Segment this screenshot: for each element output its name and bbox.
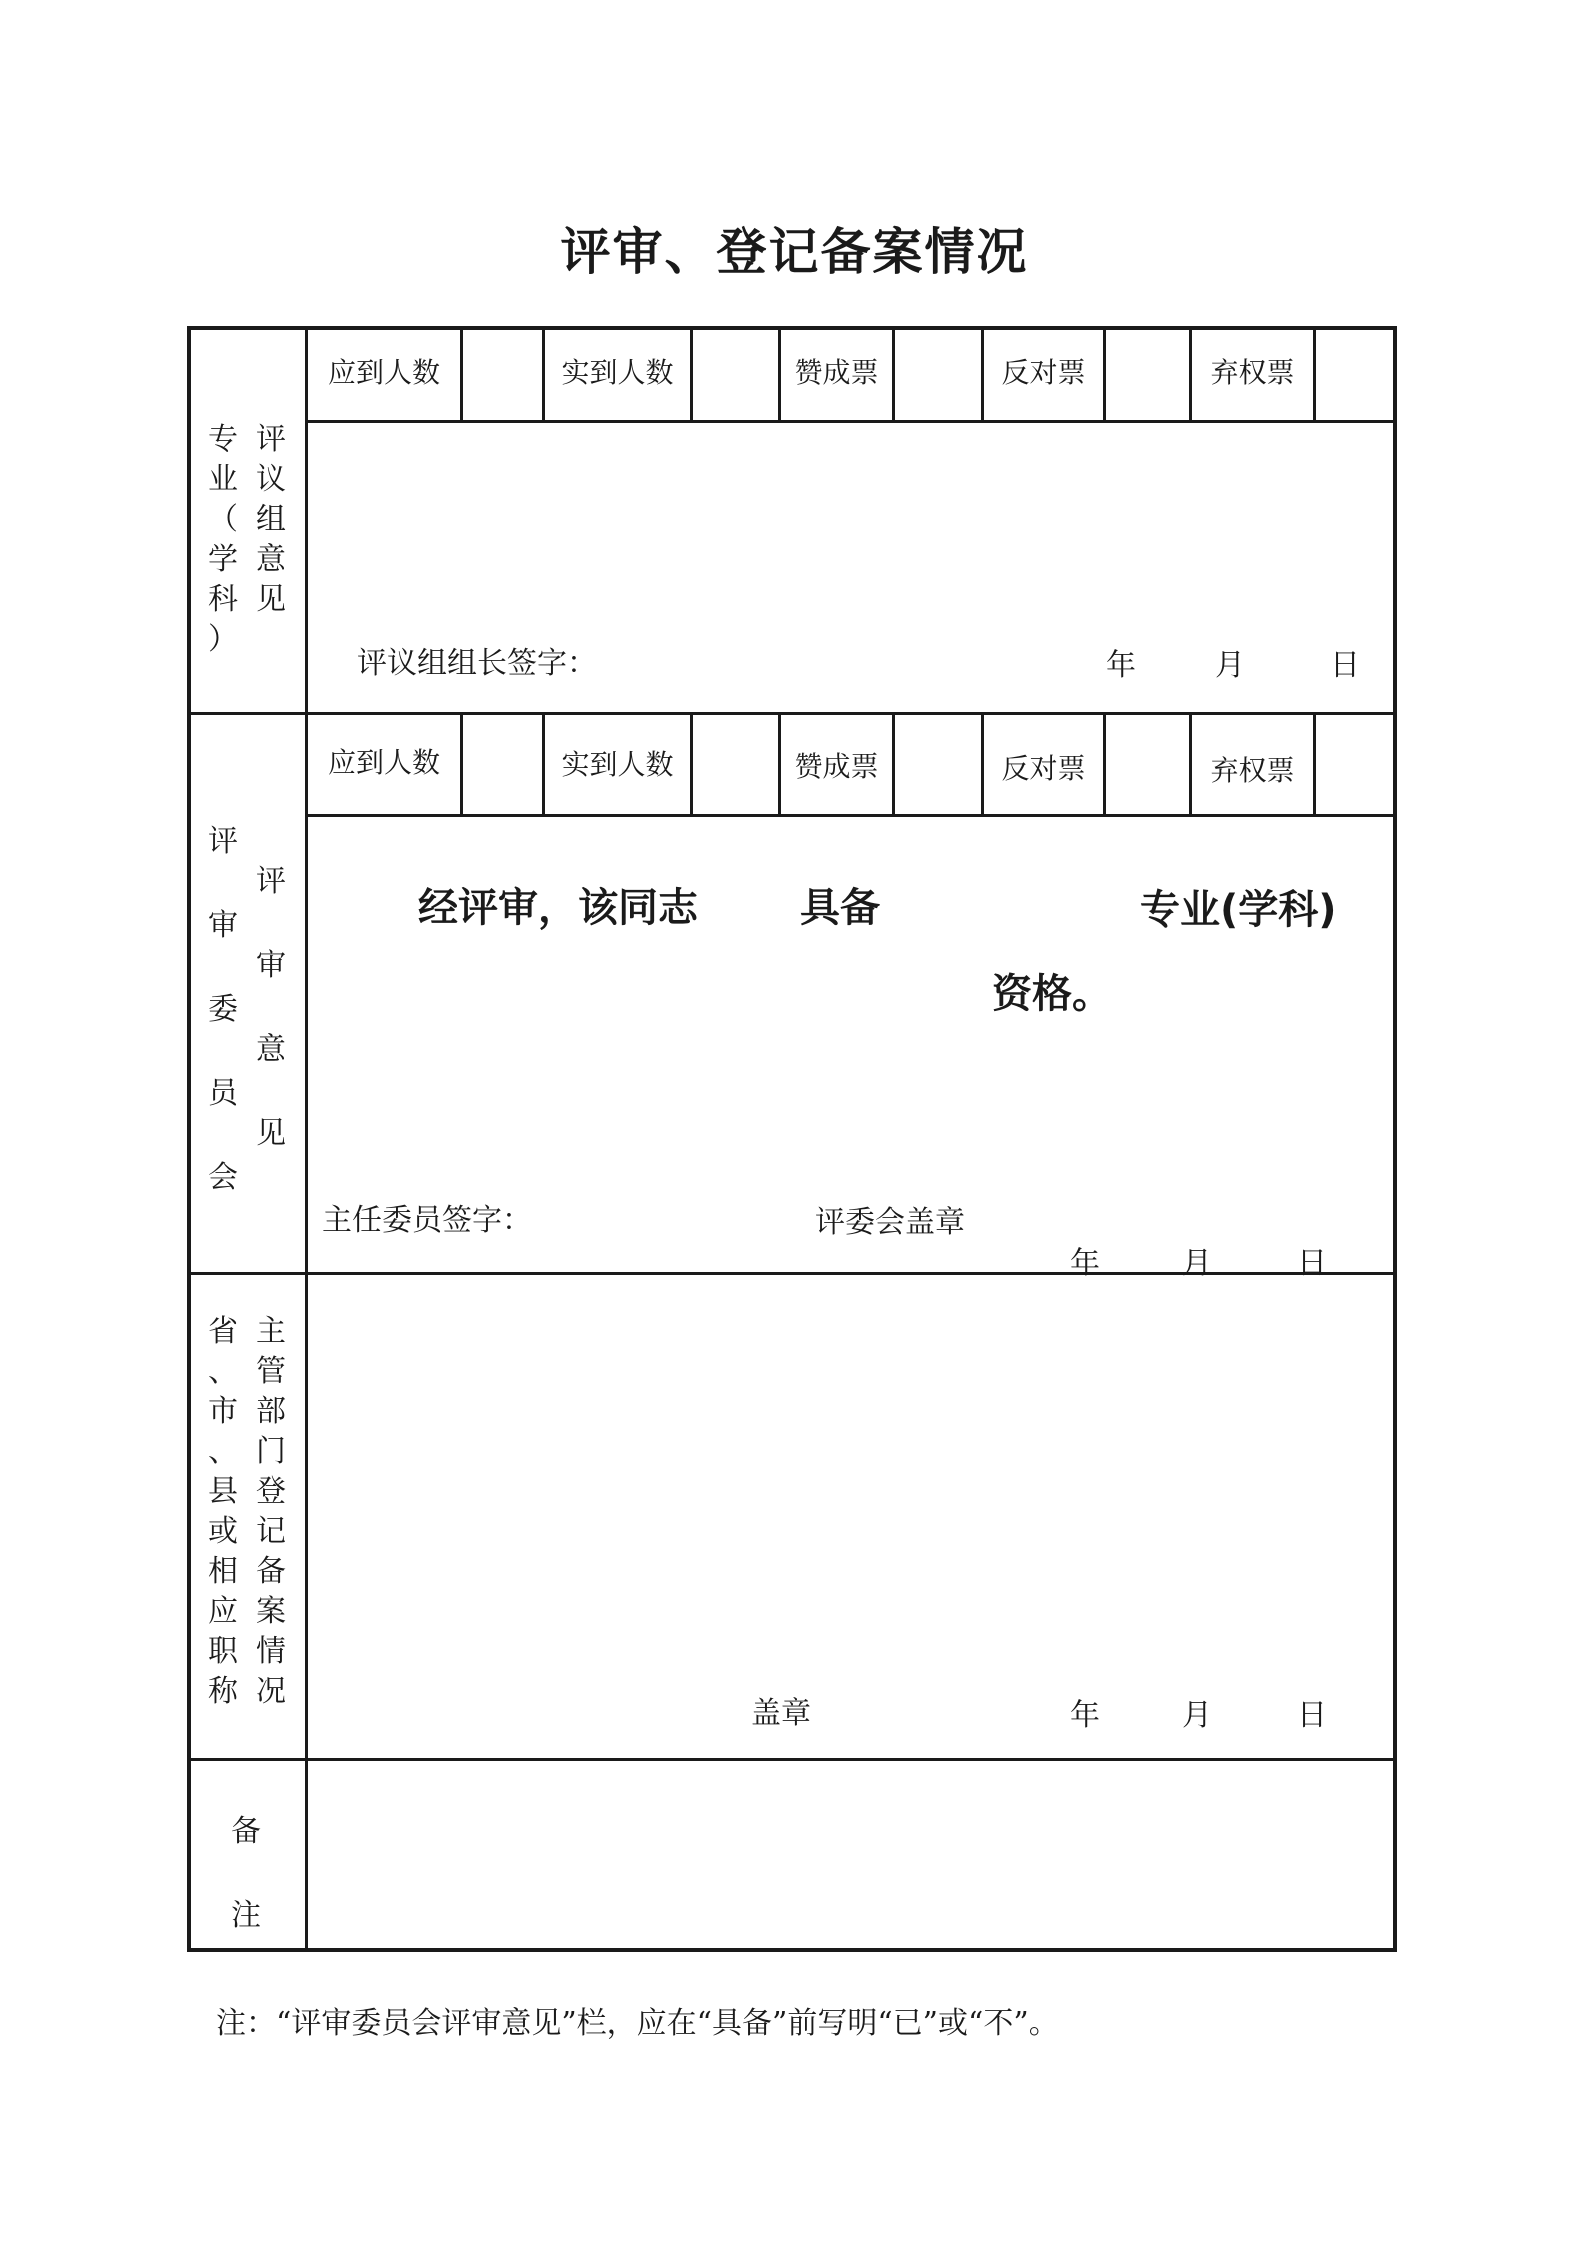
date-month: 月 bbox=[1182, 1246, 1212, 1281]
specialty-input[interactable] bbox=[882, 880, 1132, 928]
date-day: 日 bbox=[1330, 648, 1360, 683]
statement-text-1: 经评审，该同志 bbox=[418, 885, 698, 931]
input-expected-count[interactable] bbox=[463, 715, 542, 814]
statement-text-2: 具备 bbox=[800, 885, 880, 931]
header-oppose-votes: 反对票 bbox=[1001, 752, 1086, 785]
seal-label: 盖章 bbox=[751, 1696, 811, 1731]
input-present-count[interactable] bbox=[693, 329, 778, 420]
registration-record-area[interactable] bbox=[308, 1275, 1397, 1758]
header-abstain-votes: 弃权票 bbox=[1210, 754, 1295, 787]
section3-label-outer: 省 、 市 、 县 或 相 应 职 称 bbox=[208, 1314, 238, 1709]
header-abstain-votes: 弃权票 bbox=[1210, 356, 1295, 389]
section1-label-outer: 专 业 （ 学 科 ） bbox=[208, 422, 238, 657]
date-year: 年 bbox=[1106, 648, 1136, 683]
header-oppose-votes: 反对票 bbox=[1001, 356, 1086, 389]
page-title: 评审、登记备案情况 bbox=[560, 223, 1029, 281]
date-month: 月 bbox=[1182, 1698, 1212, 1733]
remarks-label: 备 注 bbox=[231, 1814, 261, 1933]
date-month: 月 bbox=[1215, 648, 1245, 683]
date-year: 年 bbox=[1070, 1698, 1100, 1733]
group-leader-signature-label: 评议组组长签字： bbox=[357, 646, 597, 681]
input-expected-count[interactable] bbox=[463, 329, 542, 420]
footnote: 注：“评审委员会评审意见”栏，应在“具备”前写明“已”或“不”。 bbox=[216, 2006, 1059, 2041]
input-approve-votes[interactable] bbox=[895, 329, 981, 420]
date-day: 日 bbox=[1297, 1246, 1327, 1281]
vote-row-bottom-2 bbox=[305, 814, 1397, 817]
statement-text-4: 资格。 bbox=[992, 971, 1112, 1017]
input-oppose-votes[interactable] bbox=[1106, 715, 1189, 814]
section3-label-inner: 主 管 部 门 登 记 备 案 情 况 bbox=[256, 1314, 286, 1709]
header-expected-count: 应到人数 bbox=[327, 746, 440, 779]
chair-signature-label: 主任委员签字： bbox=[322, 1203, 532, 1238]
input-abstain-votes[interactable] bbox=[1316, 715, 1397, 814]
committee-seal-label: 评委会盖章 bbox=[815, 1205, 965, 1240]
date-year: 年 bbox=[1070, 1246, 1100, 1281]
input-abstain-votes[interactable] bbox=[1316, 329, 1397, 420]
header-approve-votes: 赞成票 bbox=[794, 356, 879, 389]
header-expected-count: 应到人数 bbox=[327, 356, 440, 389]
statement-text-3: 专业(学科) bbox=[1140, 887, 1337, 933]
header-present-count: 实到人数 bbox=[561, 748, 674, 781]
section-divider-1 bbox=[187, 712, 1397, 715]
header-present-count: 实到人数 bbox=[561, 356, 674, 389]
section1-label-inner: 评 议 组 意 见 bbox=[256, 422, 286, 617]
header-approve-votes: 赞成票 bbox=[794, 750, 879, 783]
date-day: 日 bbox=[1297, 1698, 1327, 1733]
section2-label-inner: 评 审 意 见 bbox=[256, 864, 286, 1151]
input-present-count[interactable] bbox=[693, 715, 778, 814]
section2-label-outer: 评 审 委 员 会 bbox=[208, 824, 238, 1195]
input-oppose-votes[interactable] bbox=[1106, 329, 1189, 420]
remarks-area[interactable] bbox=[308, 1761, 1397, 1949]
input-approve-votes[interactable] bbox=[895, 715, 981, 814]
